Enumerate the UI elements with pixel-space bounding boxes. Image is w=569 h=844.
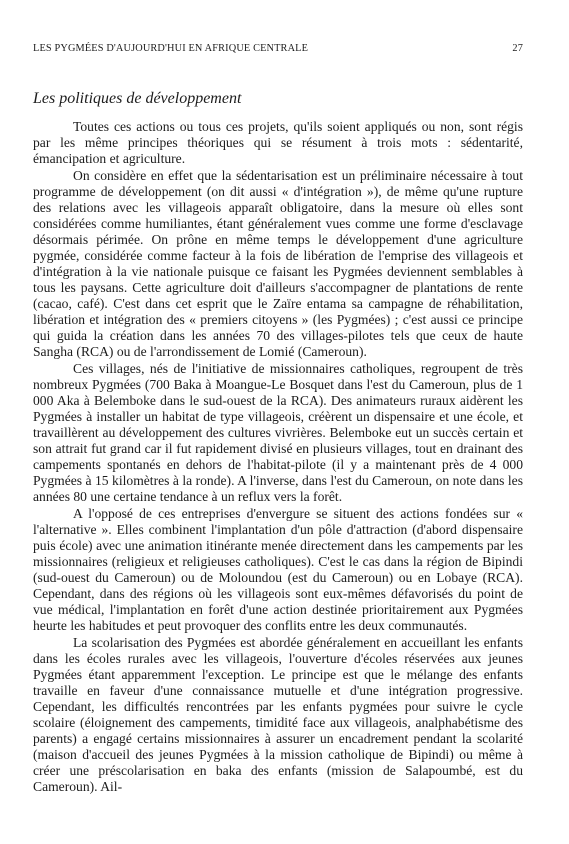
running-head: [33, 43, 523, 57]
paragraph: On considère en effet que la sédentarisation est un préliminaire nécessaire à tout programme de développement (on dit aussi « d'intégration »), de même qu'une rupture des relations avec les villageois apparaît obligatoire, dans la mesure où elles sont considérées comme humiliantes, étant généralement vues comme une forme d'esclavage désormais périmée. On prône en même temps le développement d'une agriculture pygmée, considérée comme facteur à la fois de libération de l'emprise des villageois et d'intégration à la vie nationale puisque ce faisant les Pygmées deviennent semblables à tous les paysans. Cette agriculture doit d'ailleurs s'accompagner de plantations de rente (cacao, café). C'est dans cet esprit que le Zaïre entama sa campagne de réhabilitation, libération et intégration des « premiers citoyens » (les Pygmées) ; c'est aussi ce principe qui guida la création dans les années 70 des villages-pilotes tels que ceux de haute Sangha (RCA) ou de l'arrondissement de Lomié (Cameroun).: [33, 168, 523, 359]
page-number: 27: [512, 43, 523, 54]
paragraph: Ces villages, nés de l'initiative de missionnaires catholiques, regroupent de très nombreux Pygmées (700 Baka à Moangue-Le Bosquet dans l'est du Cameroun, plus de 1 000 Aka à Belemboke dans le sud-ouest de la RCA). Des animateurs ruraux aidèrent les Pygmées à installer un habitat de type villageois, créèrent un dispensaire et une école, et travaillèrent au développement des cultures vivrières. Belemboke eut un succès certain et son attrait fut grand car il fut rapidement divisé en plusieurs villages, tout en drainant des campements spontanés en dehors de l'habitat-pilote (il y a maintenant près de 4 000 Pygmées à 15 kilomètres à la ronde). A l'inverse, dans l'est du Cameroun, on note dans les années 80 une certaine tendance à un reflux vers la forêt.: [33, 361, 523, 504]
paragraph: Toutes ces actions ou tous ces projets, qu'ils soient appliqués ou non, sont régis par les même principes théoriques qui se résument à trois mots : sédentarité, émancipation et agriculture.: [33, 119, 523, 166]
paragraph: La scolarisation des Pygmées est abordée généralement en accueillant les enfants dans les écoles rurales avec les villageois, l'ouverture d'écoles réservées aux jeunes Pygmées étant apparemment l'exception. Le principe est que le mélange des enfants travaille en faveur d'une connaissance mutuelle et d'une intégration progressive. Cependant, les difficultés rencontrées par les enfants pygmées pour suivre le cycle scolaire (éloignement des campements, timidité face aux villageois, analphabétisme des parents) a engagé certains missionnaires à assurer un encadrement pendant la scolarité (maison d'accueil des jeunes Pygmées à la mission catholique de Bipindi) ou même à créer une préscolarisation en baka des enfants (mission de Salapoumbé, est du Cameroun). Ail-: [33, 635, 523, 794]
paragraph: A l'opposé de ces entreprises d'envergure se situent des actions fondées sur « l'alternative ». Elles combinent l'implantation d'un pôle d'attraction (d'abord dispensaire puis école) avec une animation itinérante menée directement dans les campements par les missionnaires (religieux et religieuses catholiques). C'est le cas dans la région de Bipindi (sud-ouest du Cameroun) ou de Moloundou (est du Cameroun) ou en Lobaye (RCA). Cependant, dans des régions où les villageois sont eux-mêmes défavorisés du point de vue médical, l'implantation en forêt d'une action destinée prioritairement aux Pygmées heurte les habitudes et peut provoquer des conflits entre les deux communautés.: [33, 506, 523, 633]
body-text: [33, 119, 523, 795]
running-title: LES PYGMÉES D'AUJOURD'HUI EN AFRIQUE CENTRALE: [33, 43, 309, 54]
section-title: Les politiques de développement: [33, 90, 242, 107]
